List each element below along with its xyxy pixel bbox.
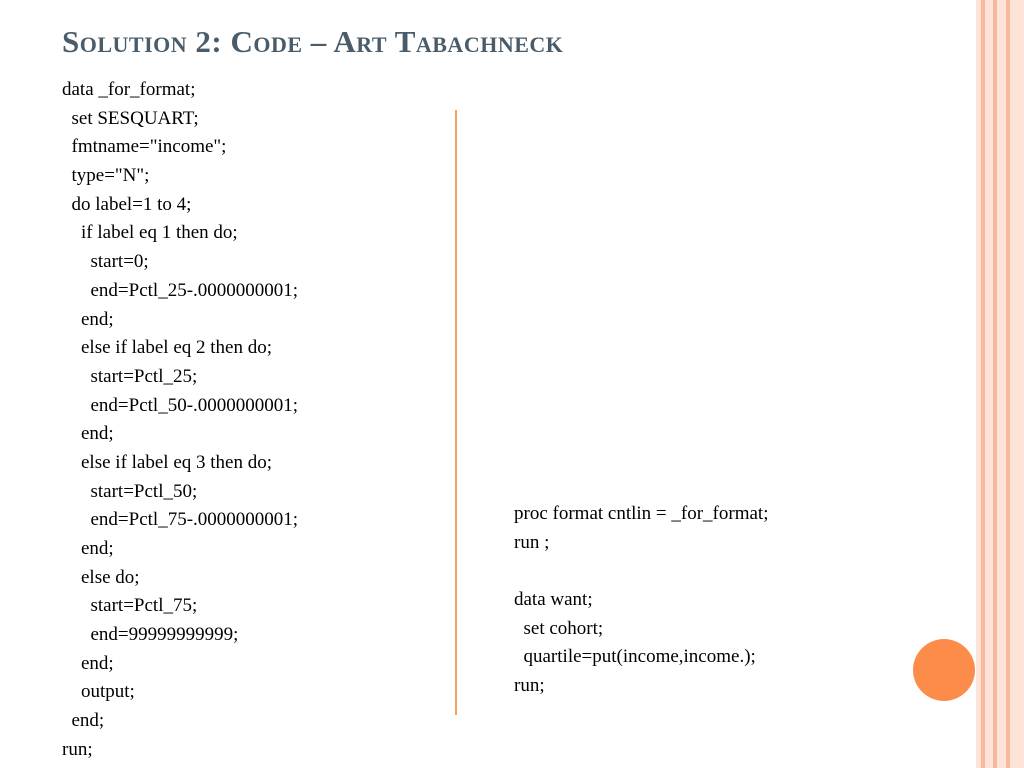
decorative-circle bbox=[913, 639, 975, 701]
stripe bbox=[997, 0, 1006, 768]
code-line: end=Pctl_75-.0000000001; bbox=[62, 509, 299, 531]
code-line: else if label eq 3 then do; bbox=[62, 451, 272, 473]
code-line: run; bbox=[62, 738, 93, 760]
code-line: end; bbox=[62, 423, 114, 445]
code-line: end; bbox=[62, 710, 105, 732]
code-line: output; bbox=[62, 681, 135, 703]
code-block-left bbox=[62, 76, 298, 765]
code-line: quartile=put(income,income.); bbox=[514, 646, 756, 668]
code-line: end; bbox=[62, 538, 114, 559]
code-line: type="N"; bbox=[62, 165, 150, 187]
code-line: start=0; bbox=[62, 251, 149, 273]
code-line: run ; bbox=[514, 531, 550, 553]
stripe bbox=[985, 0, 993, 768]
code-line: do label=1 to 4; bbox=[62, 193, 192, 215]
code-line: if label eq 1 then do; bbox=[62, 222, 238, 244]
code-line: end; bbox=[62, 652, 114, 674]
code-line: data want; bbox=[514, 589, 593, 611]
decorative-stripes bbox=[976, 0, 1024, 768]
stripe bbox=[1010, 0, 1024, 768]
code-line: end=99999999999; bbox=[62, 624, 239, 646]
code-line: start=Pctl_75; bbox=[62, 595, 198, 617]
code-line bbox=[514, 557, 768, 586]
column-divider bbox=[455, 110, 457, 715]
code-line: else do; bbox=[62, 566, 140, 588]
code-line: else if label eq 2 then do; bbox=[62, 337, 272, 359]
code-line: run; bbox=[514, 675, 545, 697]
code-line: end; bbox=[62, 308, 114, 330]
code-line: end=Pctl_25-.0000000001; bbox=[62, 279, 299, 301]
code-line: fmtname="income"; bbox=[62, 136, 227, 158]
code-line: set SESQUART; bbox=[62, 107, 199, 129]
code-line: start=Pctl_25; bbox=[62, 365, 198, 387]
slide-title: Solution 2: Code – Art Tabachneck bbox=[62, 24, 564, 59]
code-line: start=Pctl_50; bbox=[62, 480, 198, 502]
code-block-right bbox=[514, 500, 768, 701]
code-line: set cohort; bbox=[514, 617, 604, 639]
code-line: proc format cntlin = _for_format; bbox=[514, 503, 769, 524]
code-line: data _for_format; bbox=[62, 79, 196, 100]
code-line: end=Pctl_50-.0000000001; bbox=[62, 394, 299, 416]
